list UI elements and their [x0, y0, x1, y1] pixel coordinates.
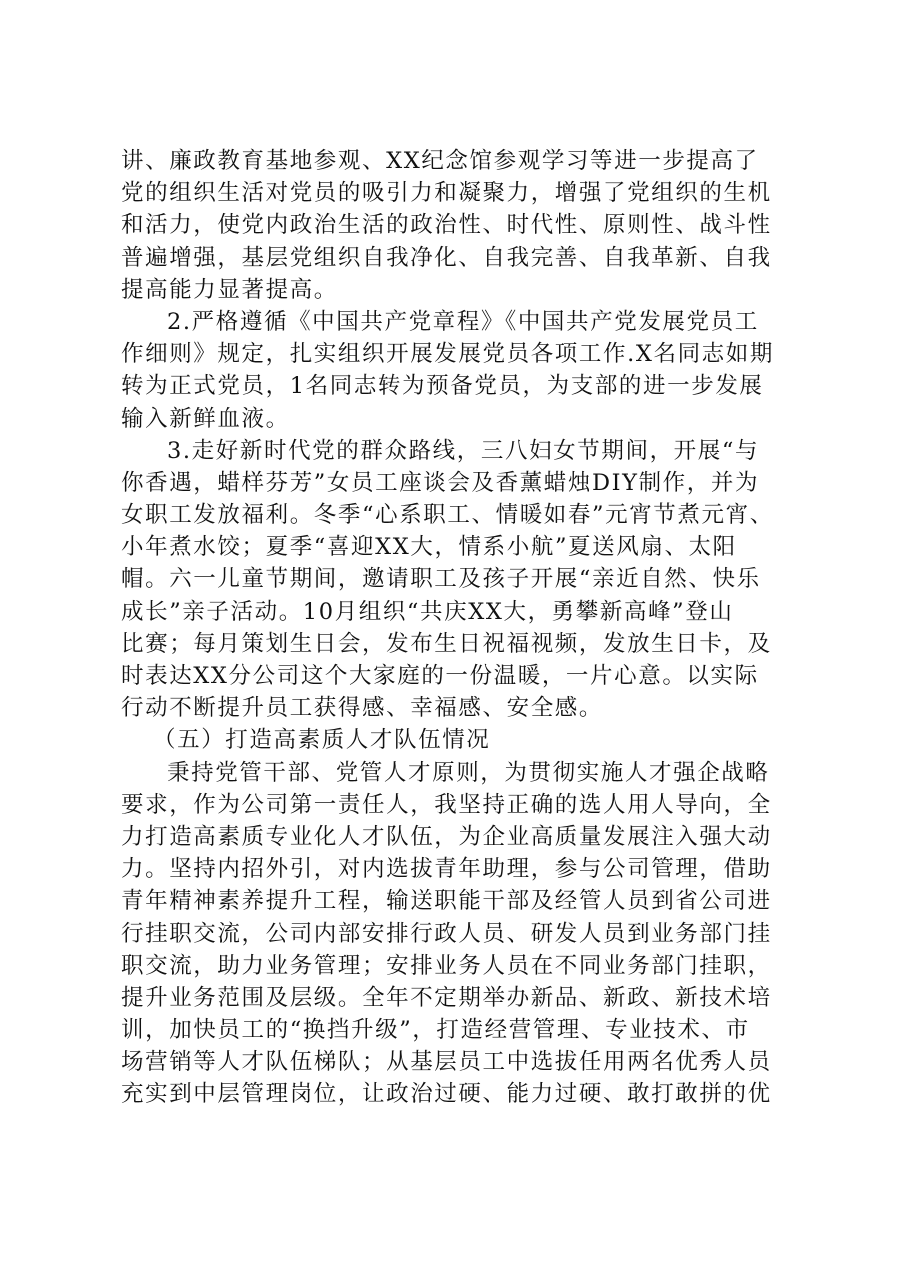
text-line: 提升业务范围及层级。全年不定期举办新品、新政、新技术培: [121, 984, 772, 1011]
text-line: 转为正式党员，1名同志转为预备党员，为支部的进一步发展: [121, 373, 764, 400]
paragraph-3-first-line: 3.走好新时代党的群众路线，三八妇女节期间，开展“与: [167, 437, 760, 464]
text-line: 力。坚持内招外引，对内选拔青年助理，参与公司管理，借助: [121, 856, 772, 883]
text-line: 场营销等人才队伍梯队；从基层员工中选拔任用两名优秀人员: [121, 1049, 772, 1076]
text-line: 职交流，助力业务管理；安排业务人员在不同业务部门挂职，: [121, 952, 772, 979]
text-line: 青年精神素养提升工程，输送职能干部及经管人员到省公司进: [121, 888, 772, 915]
text-line: 提高能力显著提高。: [121, 276, 338, 303]
text-line: 帽。六一儿童节期间，邀请职工及孩子开展“亲近自然、快乐: [121, 566, 761, 593]
body-text: [121, 145, 821, 1111]
text-line: 你香遇，蜡样芬芳”女员工座谈会及香薰蜡烛DIY制作，并为: [121, 469, 760, 496]
text-line: 时表达XX分公司这个大家庭的一份温暖，一片心意。以实际: [121, 663, 759, 689]
text-line: 要求，作为公司第一责任人，我坚持正确的选人用人导向，全: [121, 791, 772, 818]
text-line: 成长”亲子活动。10月组织“共庆XX大，勇攀新高峰”登山: [121, 598, 734, 625]
text-line: 充实到中层管理岗位，让政治过硬、能力过硬、敢打敢拼的优: [121, 1081, 772, 1108]
text-line: 和活力，使党内政治生活的政治性、时代性、原则性、战斗性: [121, 212, 772, 239]
text-line: 力打造高素质专业化人才队伍，为企业高质量发展注入强大动: [121, 823, 772, 850]
text-line: 输入新鲜血液。: [121, 405, 290, 432]
text-line: 普遍增强，基层党组织自我净化、自我完善、自我革新、自我: [121, 244, 772, 271]
section-heading: （五）打造高素质人才队伍情况: [153, 727, 491, 754]
text-line: 比赛；每月策划生日会，发布生日祝福视频，发放生日卡，及: [121, 630, 772, 657]
text-line: 作细则》规定，扎实组织开展发展党员各项工作.X名同志如期: [121, 341, 774, 368]
paragraph-4-first-line: 秉持党管干部、党管人才原则，为贯彻实施人才强企战略: [167, 759, 770, 786]
text-line: 训，加快员工的“换挡升级”，打造经营管理、专业技术、市: [121, 1017, 750, 1044]
text-line: 讲、廉政教育基地参观、XX纪念馆参观学习等进一步提高了: [121, 148, 759, 174]
text-line: 女职工发放福利。冬季“心系职工、情暖如春”元宵节煮元宵、: [121, 502, 774, 529]
paragraph-2-first-line: 2.严格遵循《中国共产党章程》《中国共产党发展党员工: [167, 308, 759, 335]
text-line: 行挂职交流，公司内部安排行政人员、研发人员到业务部门挂: [121, 920, 772, 947]
text-line: 行动不断提升员工获得感、幸福感、安全感。: [121, 695, 604, 722]
text-line: 小年煮水饺；夏季“喜迎XX大，情系小航”夏送风扇、太阳: [121, 534, 737, 561]
text-line: 党的组织生活对党员的吸引力和凝聚力，增强了党组织的生机: [121, 180, 772, 207]
